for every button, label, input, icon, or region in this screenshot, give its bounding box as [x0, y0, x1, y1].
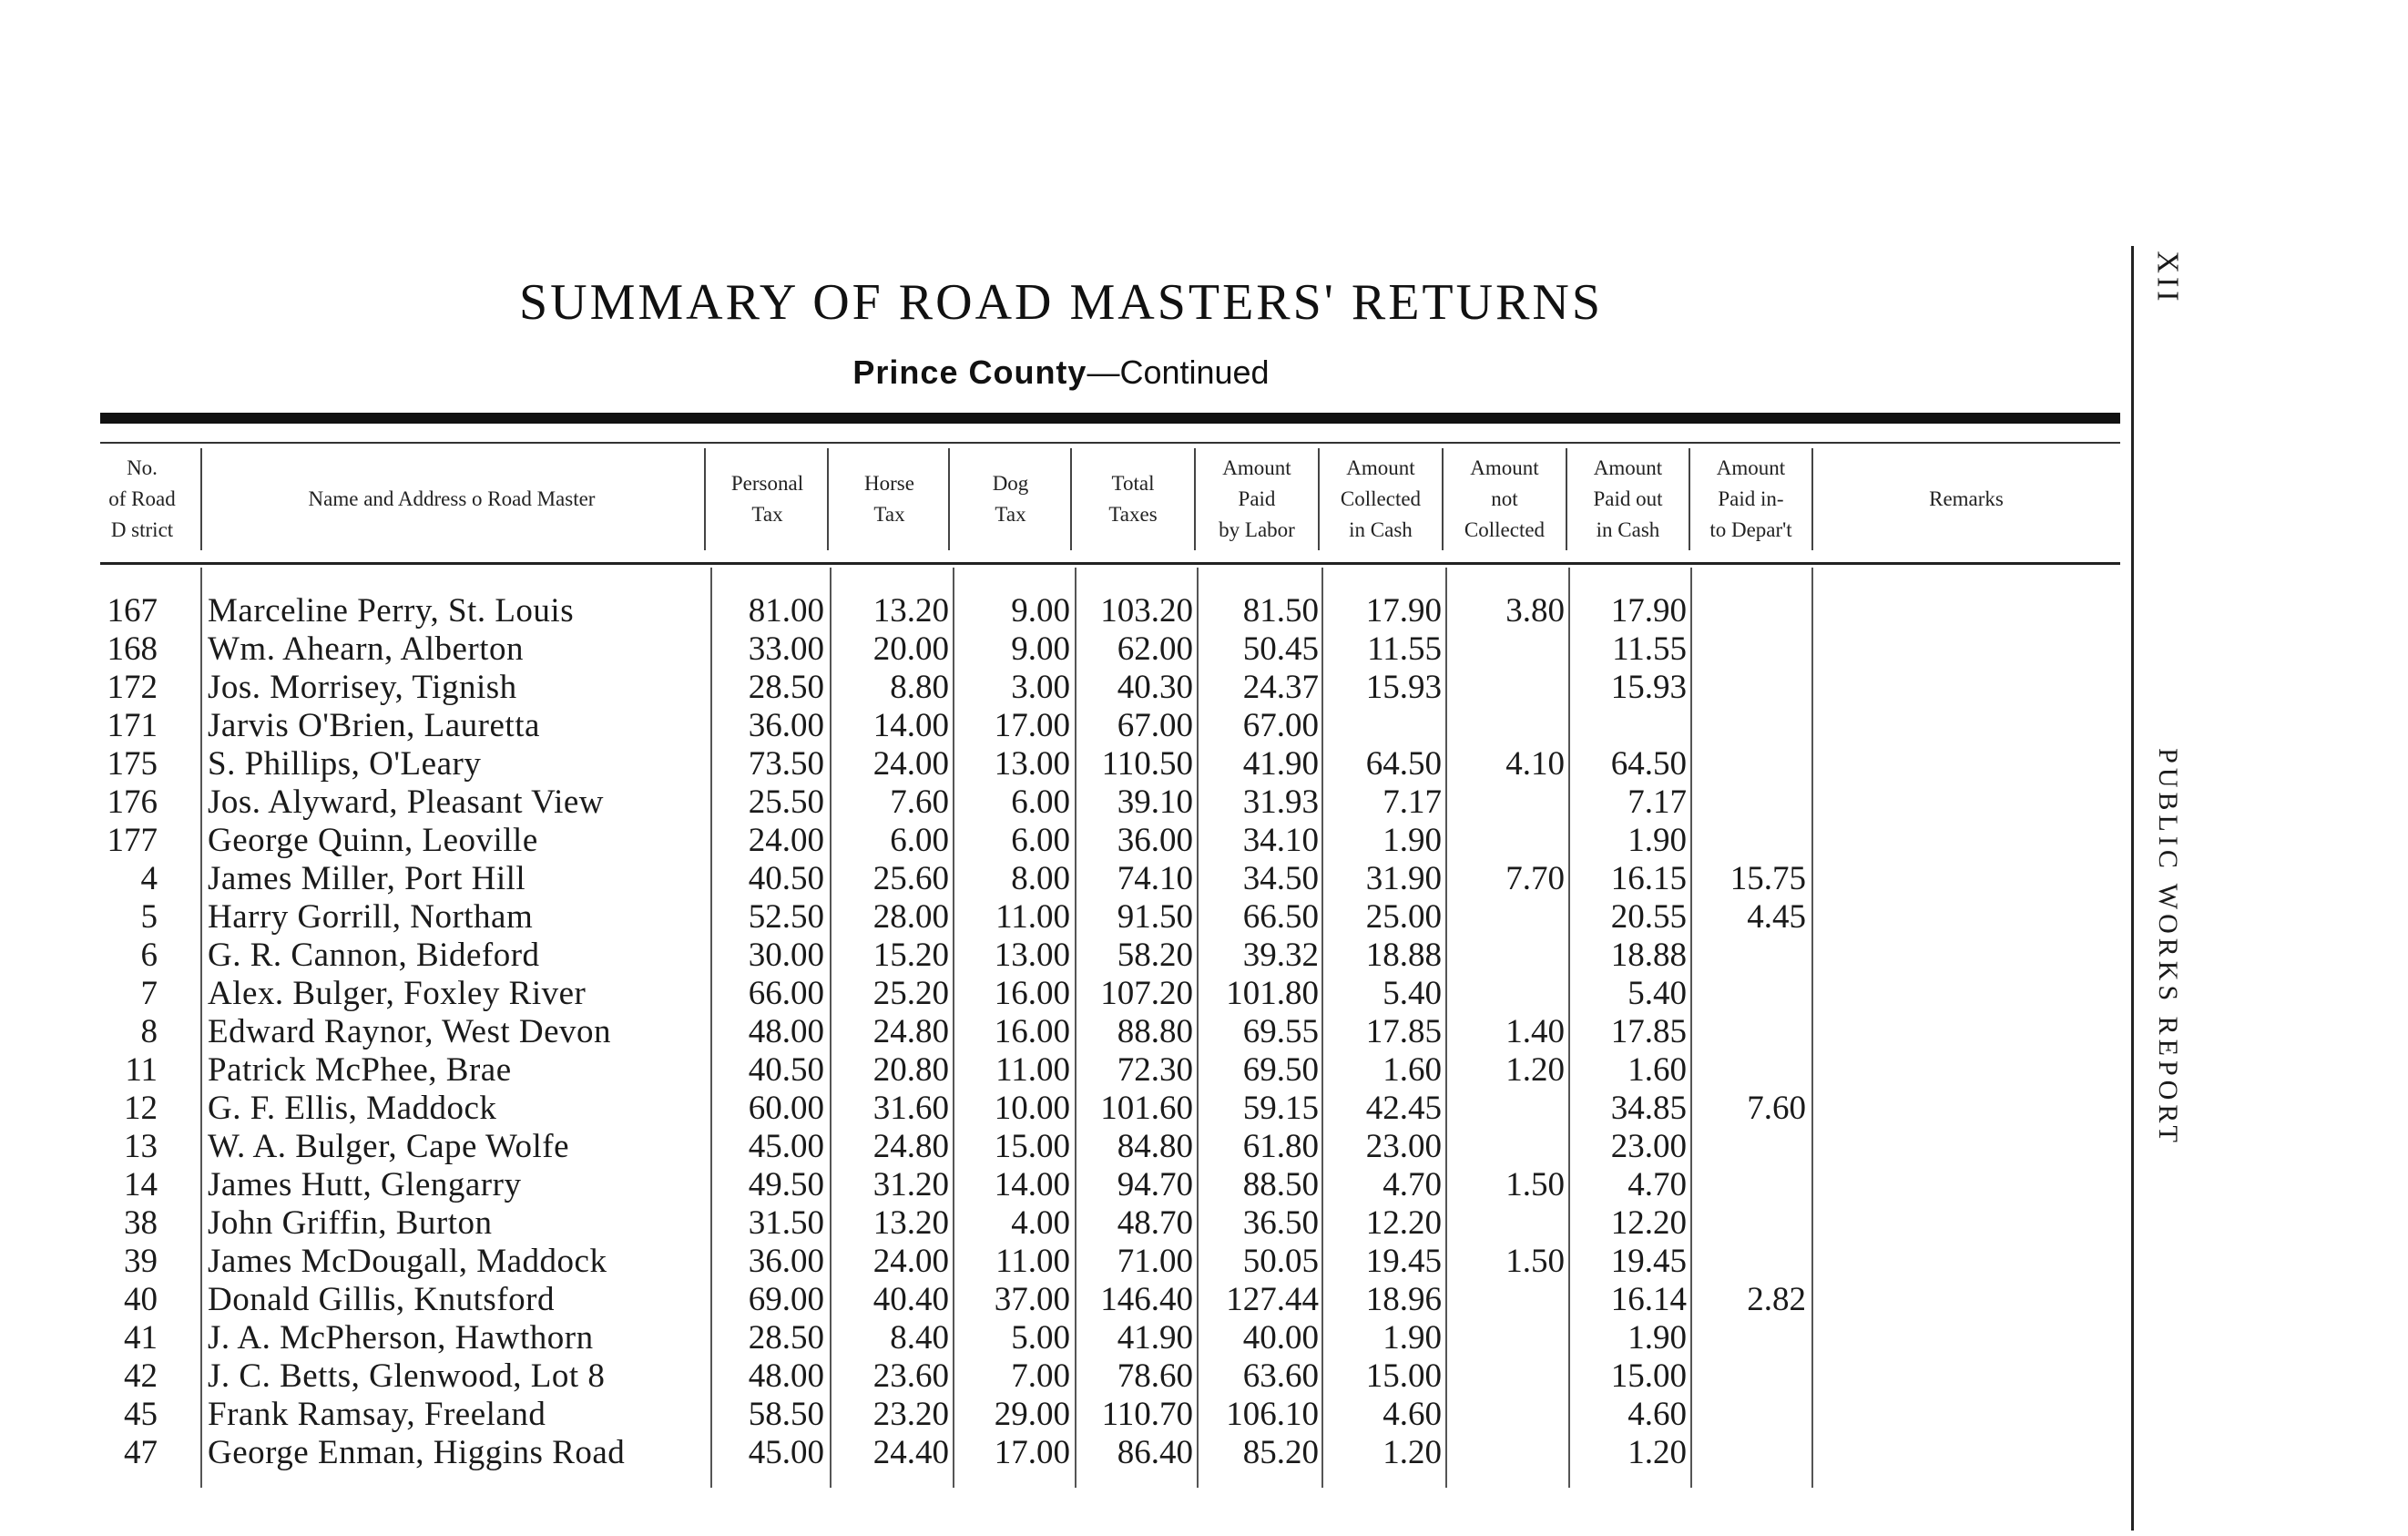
cell-total-taxes: 58.20 [1117, 937, 1193, 974]
header-personal-tax: Personal Tax [730, 472, 804, 526]
cell-collected-in-cash: 1.60 [1383, 1051, 1442, 1089]
cell-collected-in-cash: 18.96 [1365, 1281, 1442, 1318]
cell-paid-into-department [1692, 1434, 1806, 1472]
cell-not-collected [1448, 1281, 1565, 1319]
cell-paid-out-in-cash: 15.00 [1610, 1357, 1687, 1395]
cell-paid-into-department [1692, 783, 1806, 822]
page-title: SUMMARY OF ROAD MASTERS' RETURNS [518, 274, 1604, 331]
cell-horse-tax: 8.80 [890, 669, 949, 706]
cell-personal-tax: 66.00 [748, 975, 824, 1012]
column-line [200, 568, 202, 1488]
cell-personal-tax: 31.50 [748, 1204, 824, 1242]
header-column-divider [200, 448, 202, 550]
cell-dog-tax: 11.00 [995, 1051, 1070, 1089]
cell-not-collected: 4.10 [1505, 745, 1565, 783]
cell-dog-tax: 3.00 [1011, 669, 1070, 706]
cell-total-taxes: 103.20 [1100, 592, 1193, 630]
cell-paid-into-department [1692, 707, 1806, 745]
cell-personal-tax: 73.50 [748, 745, 824, 783]
cell-paid-by-labor: 106.10 [1226, 1396, 1319, 1433]
cell-paid-into-department [1692, 1051, 1806, 1090]
cell-district-number: 42 [124, 1357, 158, 1395]
cell-road-master-name: James Hutt, Glengarry [208, 1166, 522, 1203]
header-column-divider [948, 448, 950, 550]
cell-horse-tax: 23.20 [872, 1396, 949, 1433]
cell-paid-out-in-cash: 1.90 [1627, 822, 1687, 859]
column-line [1568, 568, 1570, 1488]
header-horse-tax: Horse Tax [864, 472, 914, 526]
cell-road-master-name: W. A. Bulger, Cape Wolfe [208, 1128, 570, 1165]
header-total-taxes: Total Taxes [1108, 472, 1158, 526]
cell-personal-tax: 30.00 [748, 937, 824, 974]
cell-total-taxes: 110.70 [1101, 1396, 1193, 1433]
cell-dog-tax: 8.00 [1011, 860, 1070, 897]
cell-district-number: 176 [107, 783, 158, 821]
header-paid-out-in-cash: Amount Paid out in Cash [1593, 456, 1663, 541]
cell-paid-out-in-cash: 64.50 [1610, 745, 1687, 783]
cell-personal-tax: 45.00 [748, 1128, 824, 1165]
cell-paid-into-department: 2.82 [1747, 1281, 1806, 1318]
column-line [830, 568, 832, 1488]
cell-district-number: 39 [124, 1243, 158, 1280]
cell-paid-by-labor: 101.80 [1226, 975, 1319, 1012]
cell-paid-by-labor: 67.00 [1242, 707, 1319, 744]
side-page-number-text: XII [2150, 251, 2185, 305]
cell-paid-into-department: 15.75 [1729, 860, 1806, 897]
cell-collected-in-cash: 7.17 [1383, 783, 1442, 821]
cell-total-taxes: 67.00 [1117, 707, 1193, 744]
cell-dog-tax: 17.00 [994, 1434, 1070, 1471]
cell-not-collected [1448, 898, 1565, 937]
cell-collected-in-cash: 42.45 [1365, 1090, 1442, 1127]
cell-paid-out-in-cash: 18.88 [1610, 937, 1687, 974]
header-column-divider [1194, 448, 1196, 550]
cell-dog-tax: 14.00 [994, 1166, 1070, 1203]
cell-horse-tax: 24.80 [872, 1013, 949, 1050]
cell-road-master-name: George Quinn, Leoville [208, 822, 538, 859]
cell-not-collected [1448, 1204, 1565, 1243]
cell-road-master-name: G. F. Ellis, Maddock [208, 1090, 497, 1127]
cell-paid-out-in-cash: 11.55 [1612, 630, 1687, 668]
cell-paid-out-in-cash [1571, 707, 1687, 745]
column-line [1197, 568, 1199, 1488]
cell-total-taxes: 91.50 [1117, 898, 1193, 936]
cell-district-number: 40 [124, 1281, 158, 1318]
cell-paid-by-labor: 63.60 [1242, 1357, 1319, 1395]
cell-paid-by-labor: 39.32 [1242, 937, 1319, 974]
cell-total-taxes: 74.10 [1117, 860, 1193, 897]
cell-paid-into-department [1692, 1128, 1806, 1166]
cell-horse-tax: 6.00 [890, 822, 949, 859]
cell-total-taxes: 101.60 [1100, 1090, 1193, 1127]
cell-total-taxes: 72.30 [1117, 1051, 1193, 1089]
cell-personal-tax: 49.50 [748, 1166, 824, 1203]
column-line [1321, 568, 1323, 1488]
cell-personal-tax: 48.00 [748, 1357, 824, 1395]
cell-district-number: 8 [140, 1013, 158, 1050]
cell-road-master-name: George Enman, Higgins Road [208, 1434, 626, 1471]
cell-personal-tax: 28.50 [748, 669, 824, 706]
cell-not-collected [1448, 937, 1565, 975]
cell-district-number: 177 [107, 822, 158, 859]
cell-road-master-name: Donald Gillis, Knutsford [208, 1281, 555, 1318]
cell-paid-into-department [1692, 630, 1806, 669]
cell-district-number: 7 [140, 975, 158, 1012]
cell-total-taxes: 48.70 [1117, 1204, 1193, 1242]
cell-paid-by-labor: 24.37 [1242, 669, 1319, 706]
cell-road-master-name: John Griffin, Burton [208, 1204, 493, 1242]
cell-paid-out-in-cash: 16.15 [1610, 860, 1687, 897]
cell-district-number: 167 [107, 592, 158, 630]
cell-horse-tax: 14.00 [872, 707, 949, 744]
cell-not-collected [1448, 1434, 1565, 1472]
cell-horse-tax: 25.20 [872, 975, 949, 1012]
cell-horse-tax: 24.00 [872, 1243, 949, 1280]
cell-collected-in-cash: 64.50 [1365, 745, 1442, 783]
cell-personal-tax: 40.50 [748, 860, 824, 897]
cell-paid-out-in-cash: 1.20 [1627, 1434, 1687, 1471]
cell-dog-tax: 16.00 [994, 975, 1070, 1012]
cell-paid-by-labor: 61.80 [1242, 1128, 1319, 1165]
cell-paid-into-department [1692, 1243, 1806, 1281]
cell-horse-tax: 15.20 [872, 937, 949, 974]
cell-total-taxes: 41.90 [1117, 1319, 1193, 1357]
side-running-title-text: PUBLIC WORKS REPORT [2153, 748, 2184, 1147]
cell-paid-out-in-cash: 17.85 [1610, 1013, 1687, 1050]
cell-not-collected [1448, 783, 1565, 822]
cell-paid-into-department [1692, 1204, 1806, 1243]
cell-dog-tax: 29.00 [994, 1396, 1070, 1433]
cell-personal-tax: 60.00 [748, 1090, 824, 1127]
cell-road-master-name: Jos. Morrisey, Tignish [208, 669, 517, 706]
cell-paid-out-in-cash: 34.85 [1610, 1090, 1687, 1127]
cell-paid-by-labor: 50.45 [1242, 630, 1319, 668]
cell-district-number: 11 [125, 1051, 158, 1089]
cell-horse-tax: 24.40 [872, 1434, 949, 1471]
cell-not-collected [1448, 975, 1565, 1013]
header-column-divider [1566, 448, 1567, 550]
cell-not-collected [1448, 822, 1565, 860]
cell-horse-tax: 40.40 [872, 1281, 949, 1318]
cell-paid-by-labor: 34.10 [1242, 822, 1319, 859]
cell-collected-in-cash: 1.20 [1383, 1434, 1442, 1471]
cell-paid-by-labor: 127.44 [1226, 1281, 1319, 1318]
cell-collected-in-cash: 25.00 [1365, 898, 1442, 936]
cell-dog-tax: 9.00 [1011, 630, 1070, 668]
cell-paid-into-department [1692, 1396, 1806, 1434]
cell-personal-tax: 25.50 [748, 783, 824, 821]
cell-road-master-name: J. A. McPherson, Hawthorn [208, 1319, 594, 1357]
cell-horse-tax: 25.60 [872, 860, 949, 897]
cell-paid-by-labor: 69.55 [1242, 1013, 1319, 1050]
cell-total-taxes: 86.40 [1117, 1434, 1193, 1471]
cell-personal-tax: 36.00 [748, 707, 824, 744]
cell-total-taxes: 39.10 [1117, 783, 1193, 821]
cell-total-taxes: 94.70 [1117, 1166, 1193, 1203]
cell-paid-by-labor: 31.93 [1242, 783, 1319, 821]
cell-personal-tax: 36.00 [748, 1243, 824, 1280]
cell-horse-tax: 20.80 [872, 1051, 949, 1089]
cell-total-taxes: 40.30 [1117, 669, 1193, 706]
cell-dog-tax: 7.00 [1011, 1357, 1070, 1395]
cell-district-number: 6 [140, 937, 158, 974]
cell-not-collected [1448, 630, 1565, 669]
column-line [953, 568, 954, 1488]
cell-collected-in-cash: 15.00 [1365, 1357, 1442, 1395]
cell-personal-tax: 24.00 [748, 822, 824, 859]
cell-collected-in-cash: 23.00 [1365, 1128, 1442, 1165]
cell-paid-into-department [1692, 1013, 1806, 1051]
cell-paid-out-in-cash: 4.70 [1627, 1166, 1687, 1203]
cell-collected-in-cash: 4.60 [1383, 1396, 1442, 1433]
column-line [1811, 568, 1813, 1488]
cell-total-taxes: 88.80 [1117, 1013, 1193, 1050]
cell-not-collected [1448, 1128, 1565, 1166]
cell-paid-out-in-cash: 7.17 [1627, 783, 1687, 821]
cell-paid-out-in-cash: 19.45 [1610, 1243, 1687, 1280]
header-district-number: No. of Road D strict [108, 456, 176, 541]
header-thin-rule [100, 442, 2120, 444]
cell-paid-by-labor: 41.90 [1242, 745, 1319, 783]
column-line [710, 568, 712, 1488]
cell-road-master-name: G. R. Cannon, Bideford [208, 937, 540, 974]
cell-district-number: 12 [124, 1090, 158, 1127]
header-dog-tax: Dog Tax [992, 472, 1029, 526]
side-page-number [2131, 237, 2204, 319]
cell-dog-tax: 4.00 [1011, 1204, 1070, 1242]
cell-total-taxes: 71.00 [1117, 1243, 1193, 1280]
cell-collected-in-cash: 5.40 [1383, 975, 1442, 1012]
cell-collected-in-cash: 1.90 [1383, 1319, 1442, 1357]
cell-personal-tax: 33.00 [748, 630, 824, 668]
header-paid-by-labor: Amount Paid by Labor [1219, 456, 1295, 541]
cell-paid-by-labor: 69.50 [1242, 1051, 1319, 1089]
cell-paid-into-department [1692, 1166, 1806, 1204]
cell-paid-by-labor: 36.50 [1242, 1204, 1319, 1242]
cell-district-number: 4 [140, 860, 158, 897]
cell-collected-in-cash: 19.45 [1365, 1243, 1442, 1280]
cell-paid-into-department [1692, 975, 1806, 1013]
cell-paid-by-labor: 85.20 [1242, 1434, 1319, 1471]
cell-total-taxes: 84.80 [1117, 1128, 1193, 1165]
cell-district-number: 172 [107, 669, 158, 706]
cell-collected-in-cash: 17.85 [1365, 1013, 1442, 1050]
cell-paid-out-in-cash: 5.40 [1627, 975, 1687, 1012]
cell-road-master-name: Harry Gorrill, Northam [208, 898, 534, 936]
header-column-divider [827, 448, 829, 550]
header-column-divider [704, 448, 706, 550]
cell-paid-out-in-cash: 23.00 [1610, 1128, 1687, 1165]
cell-dog-tax: 5.00 [1011, 1319, 1070, 1357]
cell-dog-tax: 15.00 [994, 1128, 1070, 1165]
cell-horse-tax: 8.40 [890, 1319, 949, 1357]
cell-road-master-name: Jarvis O'Brien, Lauretta [208, 707, 540, 744]
cell-paid-into-department: 7.60 [1747, 1090, 1806, 1127]
cell-district-number: 168 [107, 630, 158, 668]
cell-paid-by-labor: 66.50 [1242, 898, 1319, 936]
cell-not-collected: 3.80 [1505, 592, 1565, 630]
cell-paid-by-labor: 81.50 [1242, 592, 1319, 630]
cell-paid-into-department [1692, 1319, 1806, 1357]
cell-paid-into-department: 4.45 [1747, 898, 1806, 936]
cell-horse-tax: 24.00 [872, 745, 949, 783]
cell-not-collected: 7.70 [1505, 860, 1565, 897]
cell-horse-tax: 24.80 [872, 1128, 949, 1165]
cell-road-master-name: S. Phillips, O'Leary [208, 745, 482, 783]
cell-horse-tax: 13.20 [872, 592, 949, 630]
cell-personal-tax: 48.00 [748, 1013, 824, 1050]
cell-district-number: 5 [140, 898, 158, 936]
cell-horse-tax: 23.60 [872, 1357, 949, 1395]
cell-paid-by-labor: 34.50 [1242, 860, 1319, 897]
cell-dog-tax: 17.00 [994, 707, 1070, 744]
cell-paid-out-in-cash: 4.60 [1627, 1396, 1687, 1433]
cell-total-taxes: 107.20 [1100, 975, 1193, 1012]
cell-collected-in-cash [1325, 707, 1442, 745]
cell-road-master-name: James McDougall, Maddock [208, 1243, 607, 1280]
cell-collected-in-cash: 1.90 [1383, 822, 1442, 859]
cell-paid-out-in-cash: 1.60 [1627, 1051, 1687, 1089]
cell-district-number: 47 [124, 1434, 158, 1471]
cell-collected-in-cash: 12.20 [1365, 1204, 1442, 1242]
cell-paid-into-department [1692, 822, 1806, 860]
cell-not-collected [1448, 1319, 1565, 1357]
cell-paid-into-department [1692, 669, 1806, 707]
column-line [1445, 568, 1447, 1488]
cell-dog-tax: 10.00 [994, 1090, 1070, 1127]
cell-collected-in-cash: 17.90 [1365, 592, 1442, 630]
cell-dog-tax: 13.00 [994, 745, 1070, 783]
cell-road-master-name: Frank Ramsay, Freeland [208, 1396, 546, 1433]
cell-not-collected [1448, 1396, 1565, 1434]
cell-district-number: 13 [124, 1128, 158, 1165]
cell-paid-by-labor: 88.50 [1242, 1166, 1319, 1203]
cell-road-master-name: Patrick McPhee, Brae [208, 1051, 512, 1089]
header-collected-in-cash: Amount Collected in Cash [1340, 456, 1422, 541]
cell-paid-into-department [1692, 592, 1806, 630]
cell-road-master-name: Jos. Alyward, Pleasant View [208, 783, 605, 821]
cell-road-master-name: J. C. Betts, Glenwood, Lot 8 [208, 1357, 606, 1395]
cell-personal-tax: 40.50 [748, 1051, 824, 1089]
cell-horse-tax: 31.20 [872, 1166, 949, 1203]
cell-personal-tax: 28.50 [748, 1319, 824, 1357]
cell-dog-tax: 6.00 [1011, 783, 1070, 821]
cell-not-collected: 1.20 [1505, 1051, 1565, 1089]
cell-paid-out-in-cash: 17.90 [1610, 592, 1687, 630]
cell-horse-tax: 31.60 [872, 1090, 949, 1127]
header-thick-rule [100, 413, 2120, 424]
cell-paid-into-department [1692, 1357, 1806, 1396]
cell-not-collected: 1.50 [1505, 1243, 1565, 1280]
cell-total-taxes: 110.50 [1101, 745, 1193, 783]
cell-not-collected [1448, 1090, 1565, 1128]
cell-dog-tax: 16.00 [994, 1013, 1070, 1050]
cell-personal-tax: 45.00 [748, 1434, 824, 1471]
cell-paid-into-department [1692, 937, 1806, 975]
cell-horse-tax: 7.60 [890, 783, 949, 821]
cell-collected-in-cash: 31.90 [1365, 860, 1442, 897]
cell-road-master-name: Alex. Bulger, Foxley River [208, 975, 587, 1012]
cell-dog-tax: 11.00 [995, 898, 1070, 936]
subtitle-continued: —Continued [1087, 353, 1270, 391]
cell-paid-out-in-cash: 20.55 [1610, 898, 1687, 936]
cell-total-taxes: 62.00 [1117, 630, 1193, 668]
cell-paid-into-department [1692, 745, 1806, 783]
cell-total-taxes: 36.00 [1117, 822, 1193, 859]
cell-road-master-name: Wm. Ahearn, Alberton [208, 630, 525, 668]
header-column-divider [1318, 448, 1320, 550]
cell-paid-by-labor: 59.15 [1242, 1090, 1319, 1127]
cell-dog-tax: 13.00 [994, 937, 1070, 974]
side-running-title [2131, 711, 2204, 1184]
cell-not-collected: 1.50 [1505, 1166, 1565, 1203]
header-column-divider [1811, 448, 1813, 550]
header-remarks: Remarks [1929, 487, 2004, 510]
header-paid-into-department: Amount Paid in- to Depar't [1709, 456, 1792, 541]
cell-personal-tax: 69.00 [748, 1281, 824, 1318]
cell-personal-tax: 58.50 [748, 1396, 824, 1433]
cell-paid-out-in-cash: 12.20 [1610, 1204, 1687, 1242]
cell-paid-out-in-cash: 1.90 [1627, 1319, 1687, 1357]
cell-paid-out-in-cash: 15.93 [1610, 669, 1687, 706]
cell-collected-in-cash: 18.88 [1365, 937, 1442, 974]
cell-paid-by-labor: 40.00 [1242, 1319, 1319, 1357]
cell-district-number: 41 [124, 1319, 158, 1357]
cell-total-taxes: 78.60 [1117, 1357, 1193, 1395]
cell-dog-tax: 11.00 [995, 1243, 1070, 1280]
cell-collected-in-cash: 11.55 [1367, 630, 1442, 668]
cell-not-collected [1448, 669, 1565, 707]
cell-not-collected [1448, 1357, 1565, 1396]
cell-horse-tax: 28.00 [872, 898, 949, 936]
cell-dog-tax: 37.00 [994, 1281, 1070, 1318]
cell-personal-tax: 81.00 [748, 592, 824, 630]
cell-district-number: 38 [124, 1204, 158, 1242]
cell-district-number: 171 [107, 707, 158, 744]
header-column-divider [1689, 448, 1690, 550]
cell-collected-in-cash: 15.93 [1365, 669, 1442, 706]
header-bottom-rule [100, 562, 2120, 565]
cell-road-master-name: Marceline Perry, St. Louis [208, 592, 575, 630]
cell-not-collected: 1.40 [1505, 1013, 1565, 1050]
cell-collected-in-cash: 4.70 [1383, 1166, 1442, 1203]
cell-district-number: 175 [107, 745, 158, 783]
header-column-divider [1442, 448, 1444, 550]
cell-dog-tax: 6.00 [1011, 822, 1070, 859]
header-not-collected: Amount not Collected [1464, 456, 1546, 541]
cell-district-number: 14 [124, 1166, 158, 1203]
cell-road-master-name: Edward Raynor, West Devon [208, 1013, 612, 1050]
cell-road-master-name: James Miller, Port Hill [208, 860, 526, 897]
cell-paid-out-in-cash: 16.14 [1610, 1281, 1687, 1318]
subtitle-county: Prince County [852, 353, 1087, 391]
cell-personal-tax: 52.50 [748, 898, 824, 936]
cell-district-number: 45 [124, 1396, 158, 1433]
header-column-divider [1070, 448, 1072, 550]
header-road-master: Name and Address o Road Master [308, 487, 596, 510]
cell-dog-tax: 9.00 [1011, 592, 1070, 630]
cell-horse-tax: 13.20 [872, 1204, 949, 1242]
cell-paid-by-labor: 50.05 [1242, 1243, 1319, 1280]
page-subtitle [0, 353, 2122, 392]
cell-not-collected [1448, 707, 1565, 745]
cell-total-taxes: 146.40 [1100, 1281, 1193, 1318]
cell-horse-tax: 20.00 [872, 630, 949, 668]
